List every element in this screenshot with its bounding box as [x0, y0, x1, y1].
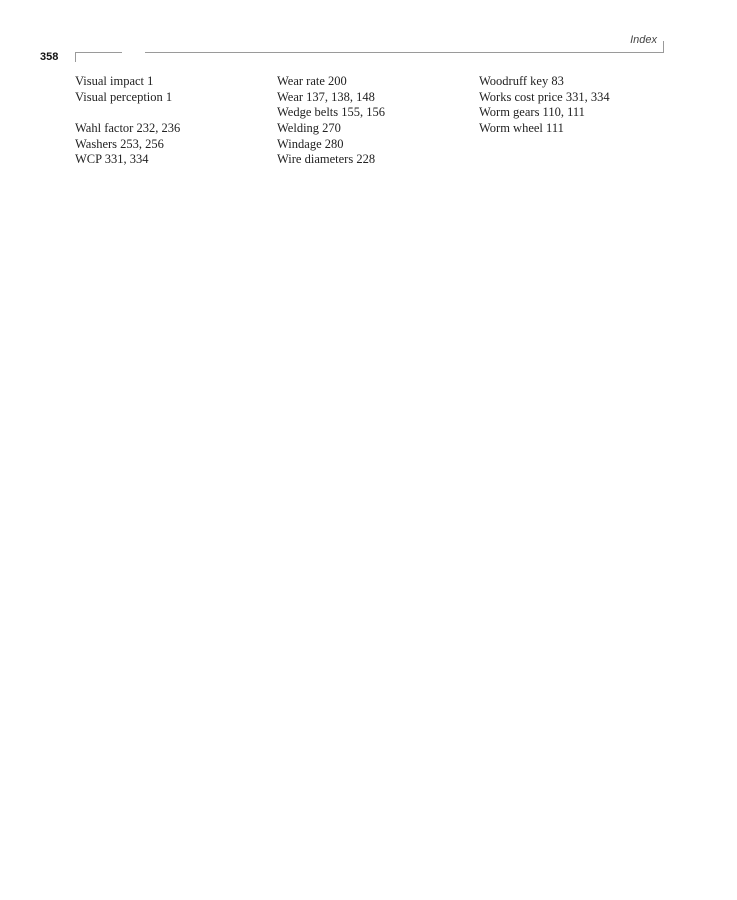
index-entry: WCP 331, 334 [75, 152, 149, 167]
index-entry: Visual perception 1 [75, 89, 173, 104]
index-entry: Wedge belts 155, 156 [277, 105, 386, 120]
index-column-2 [277, 74, 477, 168]
index-entry: Wear 137, 138, 148 [277, 89, 375, 104]
header-rule-end-tick [663, 41, 664, 53]
running-header: Index [630, 34, 657, 46]
header-rule [145, 52, 664, 53]
index-entry: Wire diameters 228 [277, 152, 376, 167]
index-column-3 [479, 74, 679, 137]
header-rule-bracket [75, 52, 122, 62]
index-entry: Visual impact 1 [75, 74, 154, 88]
index-entry: Worm wheel 111 [479, 121, 564, 136]
index-column-1 [75, 74, 275, 168]
index-entry: Woodruff key 83 [479, 74, 564, 88]
index-entry: Washers 253, 256 [75, 136, 164, 151]
index-entry: Windage 280 [277, 136, 344, 151]
index-entry: Wahl factor 232, 236 [75, 121, 181, 136]
index-entry: Welding 270 [277, 121, 341, 136]
index-entry: Works cost price 331, 334 [479, 89, 610, 104]
index-entry: Worm gears 110, 111 [479, 105, 585, 120]
index-entry: Wear rate 200 [277, 74, 347, 88]
group-spacer [75, 105, 275, 121]
page-number: 358 [40, 51, 59, 63]
